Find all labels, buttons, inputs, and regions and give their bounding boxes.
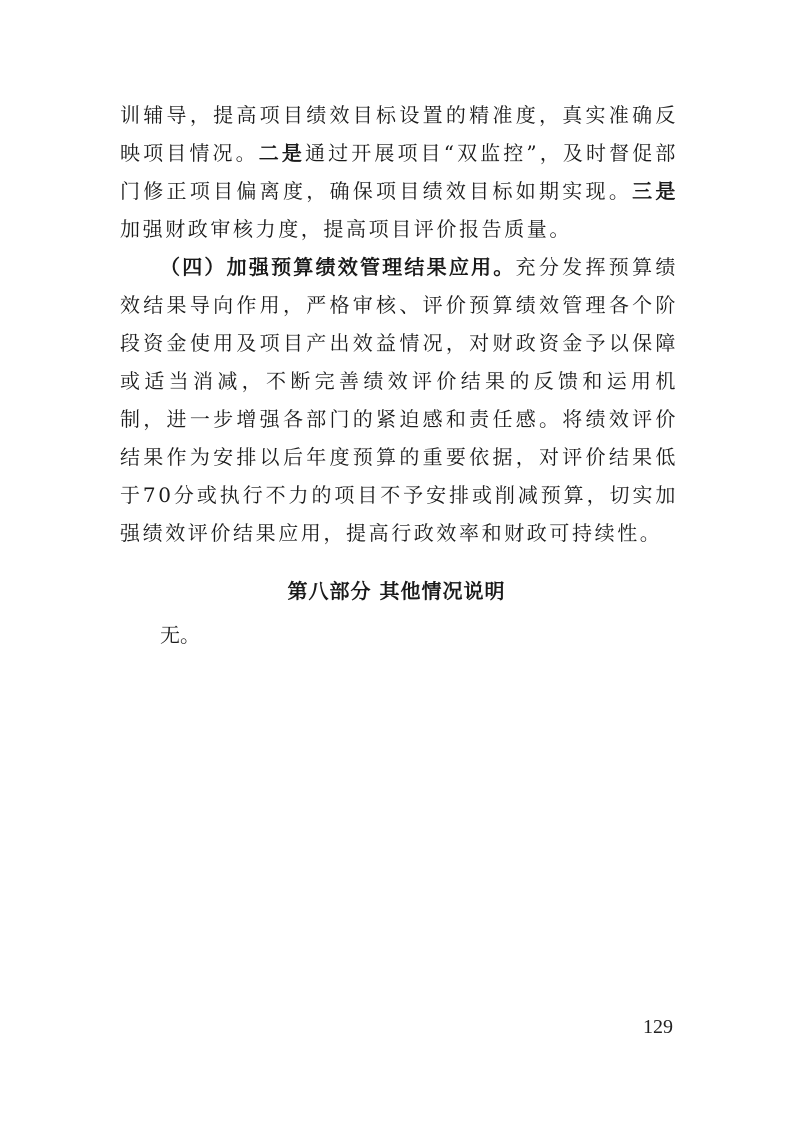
emphasis-third: 三是 bbox=[632, 179, 679, 203]
paragraph-text: 充分发挥预算绩效结果导向作用，严格审核、评价预算绩效管理各个阶段资金使用及项目产出效益情况，对财政资金予以保障或适当消减，不断完善绩效评价结果的反馈和运用机制，进一步增强各部门的紧迫感和责任感。将绩效评价结果作为安排以后年度预算的重要依据，对评价结果低于70分或执行不力的项目不予安排或削减预算，切实加强绩效评价结果应用，提高行政效率和财政可持续性。 bbox=[120, 255, 679, 545]
emphasis-second: 二是 bbox=[258, 141, 305, 165]
paragraph-training-guidance bbox=[120, 96, 678, 248]
section-content: 无。 bbox=[160, 623, 200, 647]
paragraph-text: 加强财政审核力度，提高项目评价报告质量。 bbox=[120, 217, 572, 241]
paragraph-text: 通过开展项目“双监控”，及时督促部门修正项目偏离度，确保项目绩效目标如期实现。 bbox=[120, 141, 678, 203]
section-title: 第八部分 其他情况说明 bbox=[287, 579, 506, 603]
paragraph-results-application bbox=[120, 248, 678, 552]
page-number: 129 bbox=[643, 1016, 673, 1038]
subsection-heading: （四）加强预算绩效管理结果应用。 bbox=[160, 255, 516, 279]
paragraph-text: 训辅导，提高项目绩效目标设置的精准度，真实准确反映项目情况。 bbox=[120, 103, 678, 165]
